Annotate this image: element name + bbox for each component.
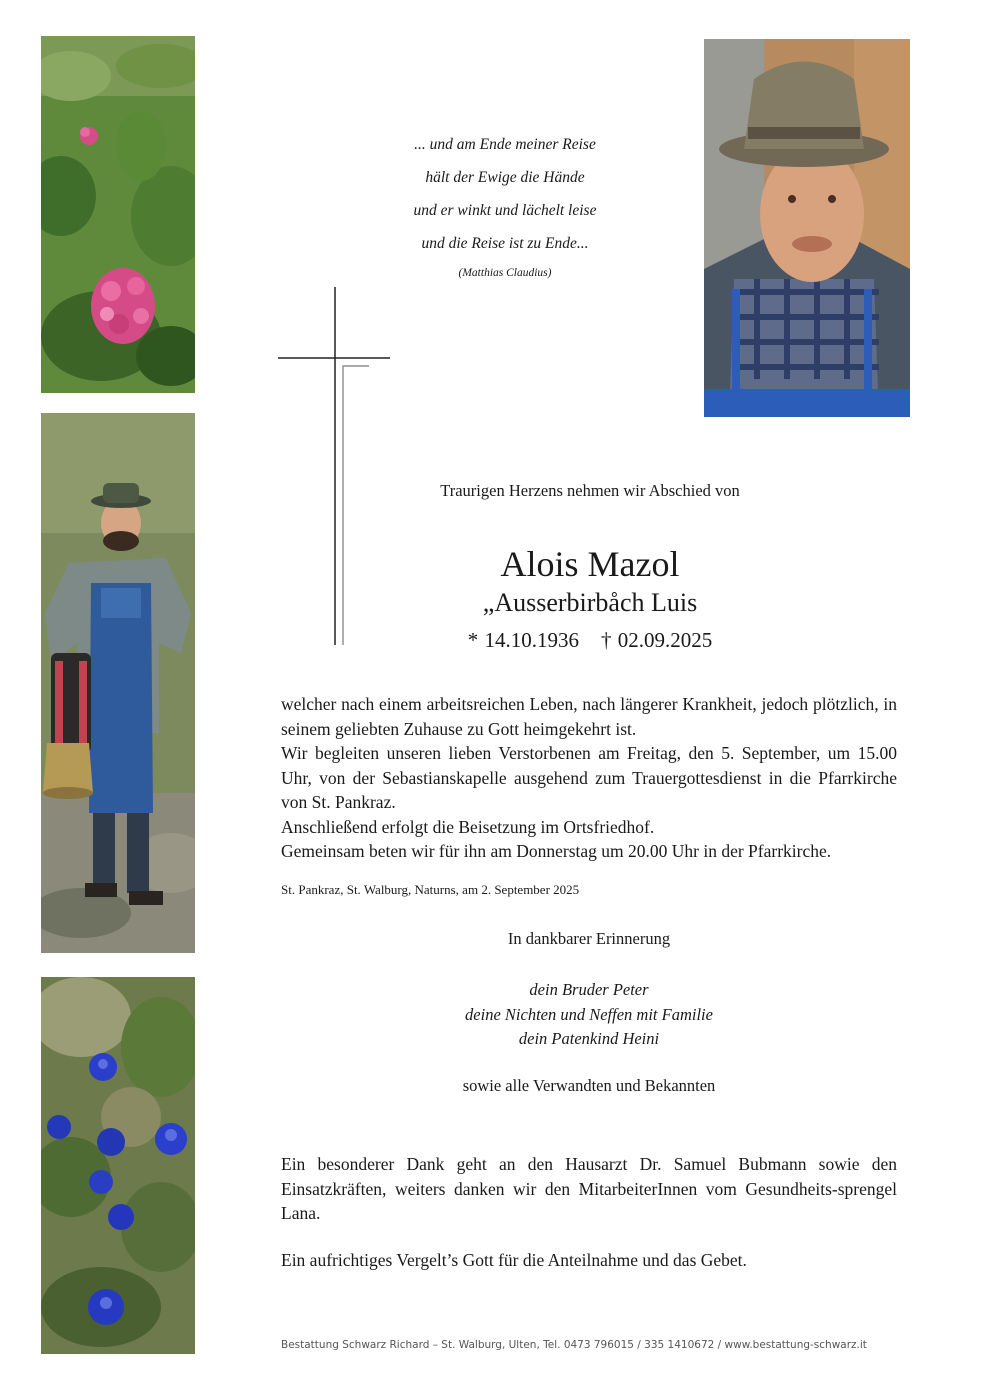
gentian-flowers-photo (41, 977, 195, 1354)
body-paragraph: welcher nach einem arbeitsreichen Leben, nach längerer Krankheit, jedoch plötzlich, in seinem geliebten Zuhause zu Gott heimgekehrt ist. (281, 694, 897, 739)
body-paragraph: Gemeinsam beten wir für ihn am Donnerstag um 20.00 Uhr in der Pfarrkirche. (281, 841, 832, 861)
birth-date: * 14.10.1936 (467, 628, 579, 652)
final-thanks: Ein aufrichtiges Vergelt’s Gott für die Anteilnahme und das Gebet. (281, 1250, 747, 1270)
family-member: deine Nichten und Neffen mit Familie (465, 1004, 713, 1024)
death-date: † 02.09.2025 (601, 628, 713, 652)
poem (380, 128, 630, 286)
poem-line: und er winkt und lächelt leise (413, 202, 597, 219)
relatives-line: sowie alle Verwandten und Bekannten (462, 1076, 716, 1095)
cross-icon (278, 287, 390, 645)
acknowledgement (281, 1152, 897, 1226)
poem-line: ... und am Ende meiner Reise (414, 136, 596, 153)
family-member: dein Bruder Peter (529, 980, 649, 999)
poem-line: hält der Ewige die Hände (425, 169, 585, 186)
poem-author: (Matthias Claudius) (458, 267, 552, 279)
body-paragraph: Anschließend erfolgt die Beisetzung im Ortsfriedhof. (281, 816, 655, 837)
life-dates (380, 624, 800, 656)
family-member: dein Patenkind Heini (518, 1029, 660, 1048)
family-list (281, 978, 897, 1052)
man-with-cowbell-photo (41, 413, 195, 953)
deceased-name: Alois Mazol (500, 544, 680, 584)
place-date: St. Pankraz, St. Walburg, Naturns, am 2. September 2025 (281, 882, 580, 897)
intro-text: Traurigen Herzens nehmen wir Abschied von (440, 481, 740, 500)
poem-line: und die Reise ist zu Ende... (421, 235, 589, 252)
body-paragraph: Wir begleiten unseren lieben Verstorbenen am Freitag, den 5. September, um 15.00 Uhr, von der Sebastianskapelle ausgehend zum Trauergottesdienst in die Pfarrkirche von St. Pankraz. (281, 743, 897, 812)
portrait-photo (704, 39, 910, 417)
footer-funeral-home: Bestattung Schwarz Richard – St. Walburg, Ulten, Tel. 0473 796015 / 335 1410672 / www.bestattung-schwarz.it (281, 1339, 867, 1351)
deceased-nickname: „Ausserbirbåch Luis (482, 588, 698, 617)
alpine-rose-photo (41, 36, 195, 393)
thanks-intro: In dankbarer Erinnerung (507, 929, 671, 948)
acknowledgement-text: Ein besonderer Dank geht an den Hausarzt Dr. Samuel Bubmann sowie den Einsatzkräften, weiters danken wir den MitarbeiterInnen vom Gesundheits-sprengel Lana. (281, 1154, 897, 1223)
announcement-body (281, 692, 897, 864)
